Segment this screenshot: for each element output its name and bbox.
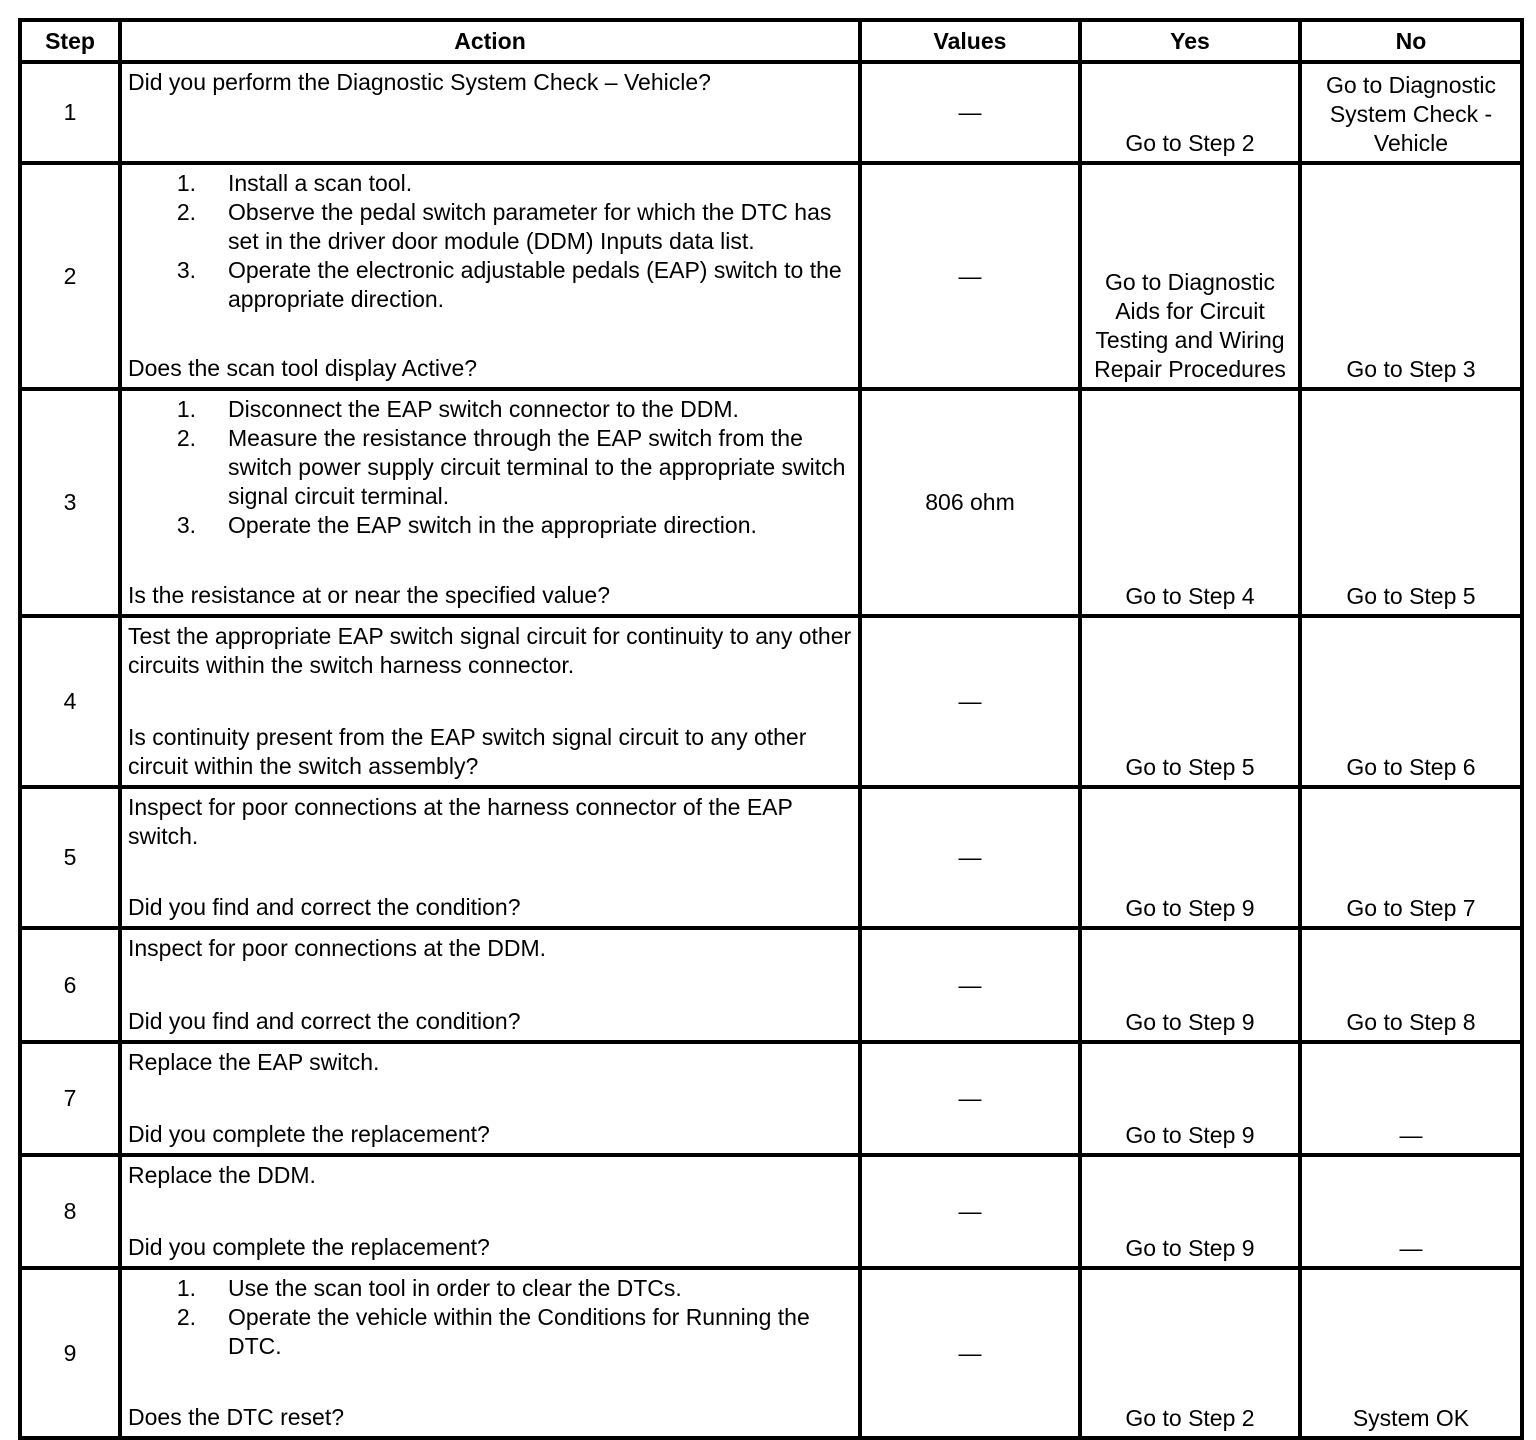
list-item-number: 3. bbox=[176, 512, 196, 538]
spacer bbox=[128, 1077, 852, 1120]
action-question: Did you complete the replacement? bbox=[128, 1234, 490, 1260]
values-cell: — bbox=[860, 787, 1080, 928]
header-values: Values bbox=[860, 20, 1080, 62]
action-steps-list bbox=[128, 1274, 852, 1361]
action-question: Is continuity present from the EAP switch signal circuit to any other circuit within the switch assembly? bbox=[128, 724, 807, 779]
action-question: Does the scan tool display Active? bbox=[128, 355, 478, 381]
yes-cell: Go to Step 2 bbox=[1080, 1268, 1300, 1438]
action-cell bbox=[120, 787, 860, 928]
no-cell: — bbox=[1300, 1155, 1522, 1268]
spacer bbox=[128, 1190, 852, 1233]
no-cell: Go to Step 7 bbox=[1300, 787, 1522, 928]
step-number: 1 bbox=[20, 62, 120, 163]
yes-cell: Go to Step 9 bbox=[1080, 787, 1300, 928]
table-row bbox=[20, 928, 1522, 1042]
header-no: No bbox=[1300, 20, 1522, 62]
table-row bbox=[20, 62, 1522, 163]
action-steps-list bbox=[128, 169, 852, 314]
list-item bbox=[128, 1274, 852, 1303]
table-row bbox=[20, 787, 1522, 928]
table-row bbox=[20, 1268, 1522, 1438]
list-item-text: Install a scan tool. bbox=[228, 170, 413, 196]
list-item-number: 2. bbox=[176, 425, 196, 451]
spacer bbox=[128, 1361, 852, 1403]
values-cell: 806 ohm bbox=[860, 389, 1080, 616]
action-cell bbox=[120, 1268, 860, 1438]
step-number: 4 bbox=[20, 616, 120, 787]
yes-cell: Go to Step 4 bbox=[1080, 389, 1300, 616]
list-item-number: 1. bbox=[176, 1275, 196, 1301]
list-item bbox=[128, 198, 852, 256]
diagnostic-table-container bbox=[18, 18, 1524, 1440]
no-cell: System OK bbox=[1300, 1268, 1522, 1438]
header-action: Action bbox=[120, 20, 860, 62]
table-body bbox=[20, 62, 1522, 1438]
step-number: 3 bbox=[20, 389, 120, 616]
yes-cell: Go to Step 2 bbox=[1080, 62, 1300, 163]
spacer bbox=[128, 680, 852, 723]
no-cell: Go to Step 5 bbox=[1300, 389, 1522, 616]
list-item-text: Observe the pedal switch parameter for which the DTC has set in the driver door module (DDM) Inputs data list. bbox=[228, 199, 832, 254]
action-cell bbox=[120, 616, 860, 787]
no-cell: — bbox=[1300, 1042, 1522, 1155]
list-item-number: 2. bbox=[176, 1304, 196, 1330]
values-cell: — bbox=[860, 616, 1080, 787]
action-steps-list bbox=[128, 395, 852, 540]
step-number: 9 bbox=[20, 1268, 120, 1438]
values-cell: — bbox=[860, 1155, 1080, 1268]
diagnostic-table bbox=[18, 18, 1524, 1440]
values-cell: — bbox=[860, 163, 1080, 389]
action-question: Does the DTC reset? bbox=[128, 1404, 345, 1430]
action-instruction: Inspect for poor connections at the harness connector of the EAP switch. bbox=[128, 794, 793, 849]
action-question: Did you find and correct the condition? bbox=[128, 894, 521, 920]
values-cell: — bbox=[860, 62, 1080, 163]
no-cell: Go to Step 8 bbox=[1300, 928, 1522, 1042]
no-cell: Go to Step 6 bbox=[1300, 616, 1522, 787]
list-item bbox=[128, 511, 852, 540]
list-item bbox=[128, 169, 852, 198]
list-item-text: Measure the resistance through the EAP switch from the switch power supply circuit terminal to the appropriate switch signal circuit terminal. bbox=[228, 425, 846, 509]
no-cell: Go to Step 3 bbox=[1300, 163, 1522, 389]
list-item-text: Operate the EAP switch in the appropriate direction. bbox=[228, 512, 757, 538]
list-item-text: Operate the electronic adjustable pedals (EAP) switch to the appropriate direction. bbox=[228, 257, 842, 312]
table-row bbox=[20, 389, 1522, 616]
step-number: 2 bbox=[20, 163, 120, 389]
spacer bbox=[128, 314, 852, 354]
values-cell: — bbox=[860, 928, 1080, 1042]
step-number: 7 bbox=[20, 1042, 120, 1155]
list-item-number: 2. bbox=[176, 199, 196, 225]
action-cell bbox=[120, 1155, 860, 1268]
table-row bbox=[20, 1042, 1522, 1155]
step-number: 5 bbox=[20, 787, 120, 928]
spacer bbox=[128, 851, 852, 893]
action-instruction: Test the appropriate EAP switch signal circuit for continuity to any other circuits within the switch harness connector. bbox=[128, 623, 852, 678]
list-item-number: 1. bbox=[176, 396, 196, 422]
list-item-text: Use the scan tool in order to clear the DTCs. bbox=[228, 1275, 682, 1301]
action-cell bbox=[120, 62, 860, 163]
action-instruction: Replace the EAP switch. bbox=[128, 1049, 380, 1075]
header-row bbox=[20, 20, 1522, 62]
action-cell bbox=[120, 163, 860, 389]
no-cell: Go to Diagnostic System Check - Vehicle bbox=[1300, 62, 1522, 163]
values-cell: — bbox=[860, 1268, 1080, 1438]
step-number: 8 bbox=[20, 1155, 120, 1268]
action-question: Did you find and correct the condition? bbox=[128, 1008, 521, 1034]
spacer bbox=[128, 963, 852, 1007]
list-item bbox=[128, 395, 852, 424]
list-item-number: 1. bbox=[176, 170, 196, 196]
spacer bbox=[128, 540, 852, 581]
table-row bbox=[20, 616, 1522, 787]
action-cell bbox=[120, 1042, 860, 1155]
header-yes: Yes bbox=[1080, 20, 1300, 62]
list-item-number: 3. bbox=[176, 257, 196, 283]
action-instruction: Inspect for poor connections at the DDM. bbox=[128, 935, 547, 961]
action-cell bbox=[120, 389, 860, 616]
list-item-text: Operate the vehicle within the Conditions for Running the DTC. bbox=[228, 1304, 810, 1359]
yes-cell: Go to Step 9 bbox=[1080, 1042, 1300, 1155]
table-row bbox=[20, 163, 1522, 389]
action-cell bbox=[120, 928, 860, 1042]
action-instruction: Did you perform the Diagnostic System Check – Vehicle? bbox=[128, 69, 711, 95]
yes-cell: Go to Step 9 bbox=[1080, 928, 1300, 1042]
yes-cell: Go to Step 5 bbox=[1080, 616, 1300, 787]
action-instruction: Replace the DDM. bbox=[128, 1162, 316, 1188]
header-step: Step bbox=[20, 20, 120, 62]
list-item bbox=[128, 1303, 852, 1361]
action-question: Did you complete the replacement? bbox=[128, 1121, 490, 1147]
yes-cell: Go to Step 9 bbox=[1080, 1155, 1300, 1268]
values-cell: — bbox=[860, 1042, 1080, 1155]
list-item-text: Disconnect the EAP switch connector to the DDM. bbox=[228, 396, 739, 422]
table-row bbox=[20, 1155, 1522, 1268]
list-item bbox=[128, 256, 852, 314]
step-number: 6 bbox=[20, 928, 120, 1042]
action-question: Is the resistance at or near the specified value? bbox=[128, 582, 611, 608]
list-item bbox=[128, 424, 852, 511]
yes-cell: Go to Diagnostic Aids for Circuit Testing and Wiring Repair Procedures bbox=[1080, 163, 1300, 389]
